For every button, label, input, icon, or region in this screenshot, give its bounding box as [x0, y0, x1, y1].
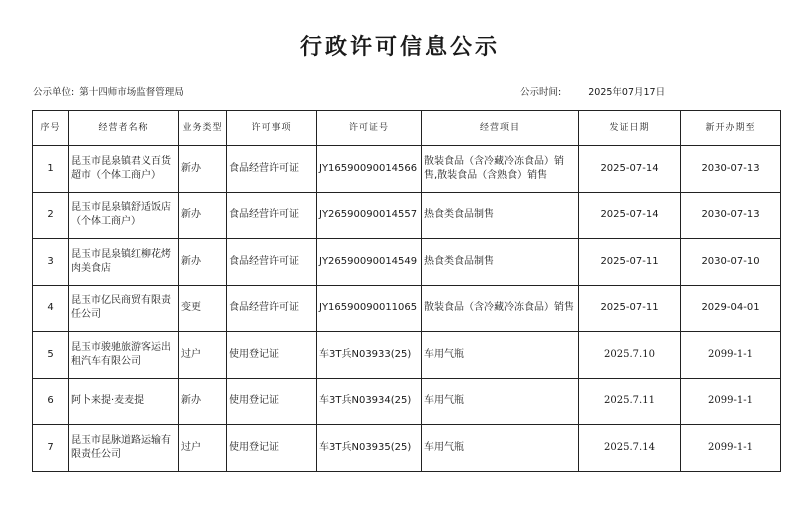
publishing-time — [520, 84, 665, 98]
header-project: 经营项目 — [422, 111, 579, 146]
row-expiry: 2030-07-13 — [681, 146, 781, 193]
row-expiry: 2029-04-01 — [681, 285, 781, 332]
row-type: 新办 — [179, 192, 227, 239]
license-table — [32, 110, 781, 472]
row-name: 昆玉市昆脉道路运输有限责任公司 — [69, 425, 179, 472]
row-license: 车3T兵N03934(25) — [317, 378, 422, 425]
row-no: 5 — [33, 332, 69, 379]
row-no: 1 — [33, 146, 69, 193]
row-type: 过户 — [179, 425, 227, 472]
table-row — [33, 192, 781, 239]
row-license: JY16590090014566 — [317, 146, 422, 193]
row-license: JY26590090014549 — [317, 239, 422, 286]
row-name: 昆玉市昆泉镇红柳花烤肉美食店 — [69, 239, 179, 286]
row-no: 7 — [33, 425, 69, 472]
header-expiry: 新开办期至 — [681, 111, 781, 146]
table-row — [33, 285, 781, 332]
row-name: 昆玉市昆泉镇舒适饭店（个体工商户） — [69, 192, 179, 239]
row-license: 车3T兵N03933(25) — [317, 332, 422, 379]
row-project: 车用气瓶 — [422, 378, 579, 425]
unit-value: 第十四师市场监督管理局 — [79, 87, 184, 98]
row-item: 食品经营许可证 — [227, 285, 317, 332]
table-row — [33, 239, 781, 286]
header-name: 经营者名称 — [69, 111, 179, 146]
header-item: 许可事项 — [227, 111, 317, 146]
row-issue-date: 2025-07-14 — [579, 146, 681, 193]
header-row — [33, 111, 781, 146]
row-type: 新办 — [179, 239, 227, 286]
row-name: 昆玉市亿民商贸有限责任公司 — [69, 285, 179, 332]
row-type: 新办 — [179, 378, 227, 425]
publishing-unit — [33, 84, 184, 98]
row-name: 阿卜来提·麦麦提 — [69, 378, 179, 425]
table-row — [33, 332, 781, 379]
row-expiry: 2099-1-1 — [681, 332, 781, 379]
row-project: 散装食品（含冷藏冷冻食品）销售 — [422, 285, 579, 332]
page-title: 行政许可信息公示 — [299, 34, 500, 60]
row-item: 食品经营许可证 — [227, 192, 317, 239]
row-issue-date: 2025-07-11 — [579, 239, 681, 286]
row-expiry: 2099-1-1 — [681, 425, 781, 472]
header-issue-date: 发证日期 — [579, 111, 681, 146]
row-item: 使用登记证 — [227, 378, 317, 425]
row-no: 3 — [33, 239, 69, 286]
time-value: 2025年07月17日 — [588, 87, 666, 98]
row-name: 昆玉市骏驰旅游客运出租汽车有限公司 — [69, 332, 179, 379]
row-no: 2 — [33, 192, 69, 239]
header-license: 许可证号 — [317, 111, 422, 146]
row-issue-date: 2025.7.14 — [579, 425, 681, 472]
row-name: 昆玉市昆泉镇君义百货超市（个体工商户） — [69, 146, 179, 193]
row-project: 热食类食品制售 — [422, 192, 579, 239]
row-item: 使用登记证 — [227, 425, 317, 472]
row-expiry: 2030-07-10 — [681, 239, 781, 286]
row-license: JY26590090014557 — [317, 192, 422, 239]
row-project: 散装食品（含冷藏冷冻食品）销售,散装食品（含熟食）销售 — [422, 146, 579, 193]
row-item: 使用登记证 — [227, 332, 317, 379]
table-row — [33, 425, 781, 472]
row-expiry: 2099-1-1 — [681, 378, 781, 425]
row-issue-date: 2025-07-14 — [579, 192, 681, 239]
row-issue-date: 2025-07-11 — [579, 285, 681, 332]
time-label: 公示时间: — [520, 87, 562, 98]
unit-label: 公示单位: — [33, 87, 75, 98]
table-row — [33, 146, 781, 193]
row-license: JY16590090011065 — [317, 285, 422, 332]
row-type: 变更 — [179, 285, 227, 332]
row-project: 车用气瓶 — [422, 425, 579, 472]
row-type: 新办 — [179, 146, 227, 193]
row-expiry: 2030-07-13 — [681, 192, 781, 239]
row-project: 热食类食品制售 — [422, 239, 579, 286]
row-type: 过户 — [179, 332, 227, 379]
header-type: 业务类型 — [179, 111, 227, 146]
header-no: 序号 — [33, 111, 69, 146]
row-item: 食品经营许可证 — [227, 239, 317, 286]
table-row — [33, 378, 781, 425]
row-no: 6 — [33, 378, 69, 425]
row-license: 车3T兵N03935(25) — [317, 425, 422, 472]
row-issue-date: 2025.7.10 — [579, 332, 681, 379]
row-item: 食品经营许可证 — [227, 146, 317, 193]
row-no: 4 — [33, 285, 69, 332]
row-issue-date: 2025.7.11 — [579, 378, 681, 425]
row-project: 车用气瓶 — [422, 332, 579, 379]
